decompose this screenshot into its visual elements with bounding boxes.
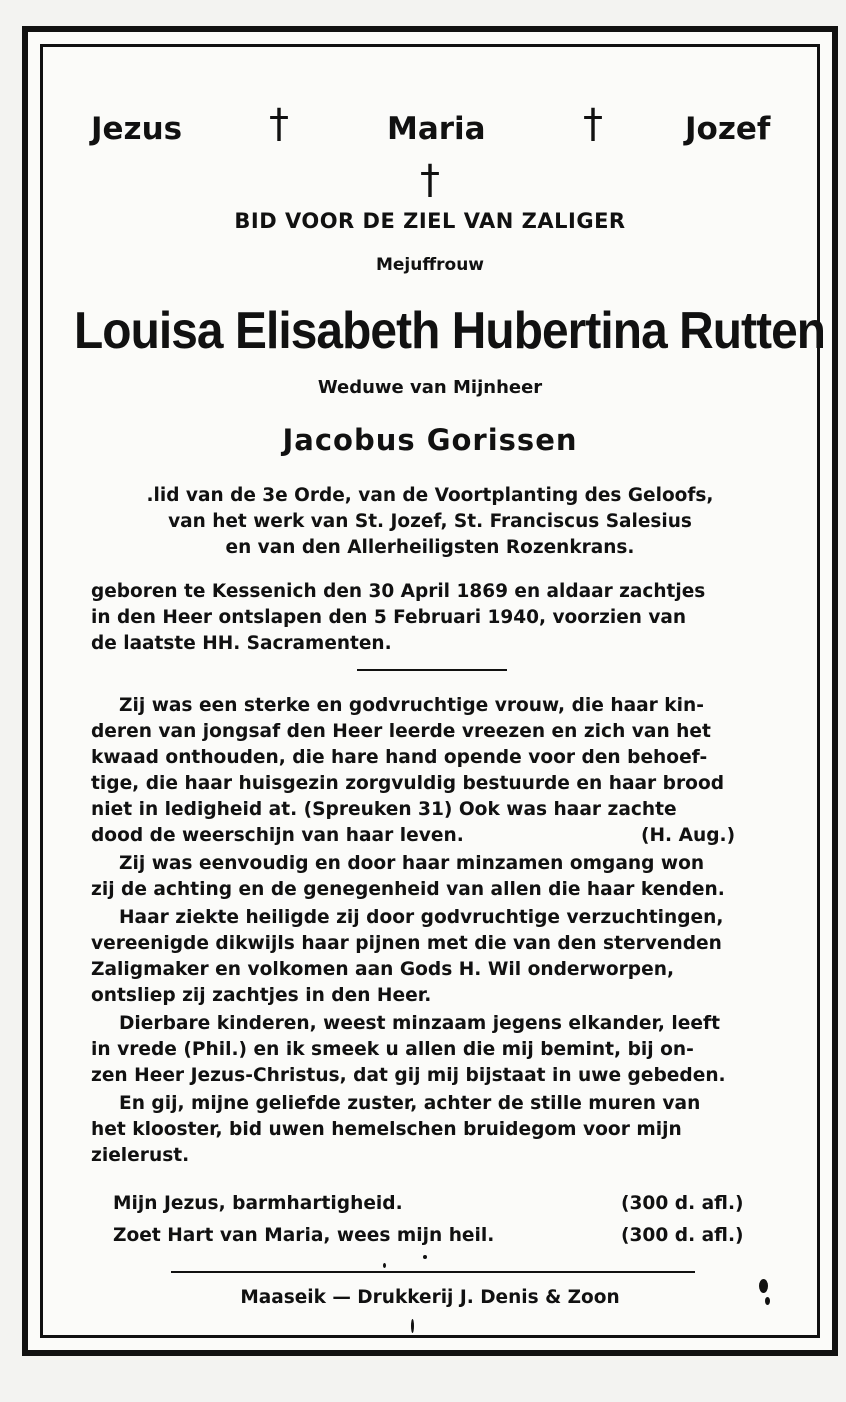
widow-of-line: Weduwe van Mijnheer xyxy=(317,377,543,398)
divider xyxy=(357,669,507,671)
divider xyxy=(171,1271,695,1273)
cross-icon: † xyxy=(420,157,440,203)
body-line: Haar ziekte heiligde zij door godvruchtige verzuchtingen, xyxy=(119,907,724,928)
birth-death-line: geboren te Kessenich den 30 April 1869 en aldaar zachtjes xyxy=(91,581,706,602)
invocation-maria: Maria xyxy=(387,111,486,147)
membership-line: .lid van de 3e Orde, van de Voortplanting des Geloofs, xyxy=(146,485,714,506)
body-line: in vrede (Phil.) en ik smeek u allen die mij bemint, bij on- xyxy=(91,1039,694,1060)
body-line: kwaad onthouden, die hare hand opende voor den behoef- xyxy=(91,747,708,768)
body-line: vereenigde dikwijls haar pijnen met die van den stervenden xyxy=(91,933,722,954)
membership-line: van het werk van St. Jozef, St. Franciscus Salesius xyxy=(168,511,692,532)
cross-icon: † xyxy=(583,101,603,147)
invocation-jozef: Jozef xyxy=(685,111,771,147)
body-line: zielerust. xyxy=(91,1145,190,1166)
body-line: Zaligmaker en volkomen aan Gods H. Wil onderworpen, xyxy=(91,959,675,980)
memorial-card xyxy=(22,26,838,1356)
printer-imprint: Maaseik — Drukkerij J. Denis & Zoon xyxy=(240,1287,620,1308)
indulgence-label: (300 d. afl.) xyxy=(621,1225,744,1246)
body-line: zij de achting en de genegenheid van allen die haar kenden. xyxy=(91,879,725,900)
invocation-jezus: Jezus xyxy=(91,111,183,147)
cross-icon: † xyxy=(269,101,289,147)
body-line: deren van jongsaf den Heer leerde vreezen en zich van het xyxy=(91,721,711,742)
body-line: niet in ledigheid at. (Spreuken 31) Ook was haar zachte xyxy=(91,799,677,820)
ink-speck xyxy=(423,1255,427,1259)
ink-speck xyxy=(759,1279,768,1293)
body-line: ontsliep zij zachtjes in den Heer. xyxy=(91,985,432,1006)
body-line: dood de weerschijn van haar leven. xyxy=(91,825,464,846)
citation-augustinus: (H. Aug.) xyxy=(641,825,736,846)
honorific-title: Mejuffrouw xyxy=(375,255,485,275)
prayer-line: Mijn Jezus, barmhartigheid. xyxy=(113,1193,403,1214)
birth-death-line: in den Heer ontslapen den 5 Februari 1940, voorzien van xyxy=(91,607,687,628)
ink-speck xyxy=(383,1263,386,1268)
body-line: het klooster, bid uwen hemelschen bruidegom voor mijn xyxy=(91,1119,682,1140)
indulgence-label: (300 d. afl.) xyxy=(621,1193,744,1214)
husband-name: Jacobus Gorissen xyxy=(282,423,578,457)
body-line: Zij was eenvoudig en door haar minzamen omgang won xyxy=(119,853,705,874)
ink-speck xyxy=(411,1319,414,1333)
body-line: Zij was een sterke en godvruchtige vrouw, die haar kin- xyxy=(119,695,705,716)
body-line: zen Heer Jezus-Christus, dat gij mij bijstaat in uwe gebeden. xyxy=(91,1065,726,1086)
birth-death-line: de laatste HH. Sacramenten. xyxy=(91,633,392,654)
prayer-heading: BID VOOR DE ZIEL VAN ZALIGER xyxy=(234,209,626,233)
membership-line: en van den Allerheiligsten Rozenkrans. xyxy=(225,537,635,558)
card-inner-border xyxy=(40,44,826,1338)
body-line: Dierbare kinderen, weest minzaam jegens elkander, leeft xyxy=(119,1013,721,1034)
prayer-line: Zoet Hart van Maria, wees mijn heil. xyxy=(113,1225,495,1246)
body-line: En gij, mijne geliefde zuster, achter de stille muren van xyxy=(119,1093,701,1114)
deceased-name: Louisa Elisabeth Hubertina Rutten xyxy=(73,302,826,360)
ink-speck xyxy=(765,1297,770,1305)
body-line: tige, die haar huisgezin zorgvuldig bestuurde en haar brood xyxy=(91,773,725,794)
